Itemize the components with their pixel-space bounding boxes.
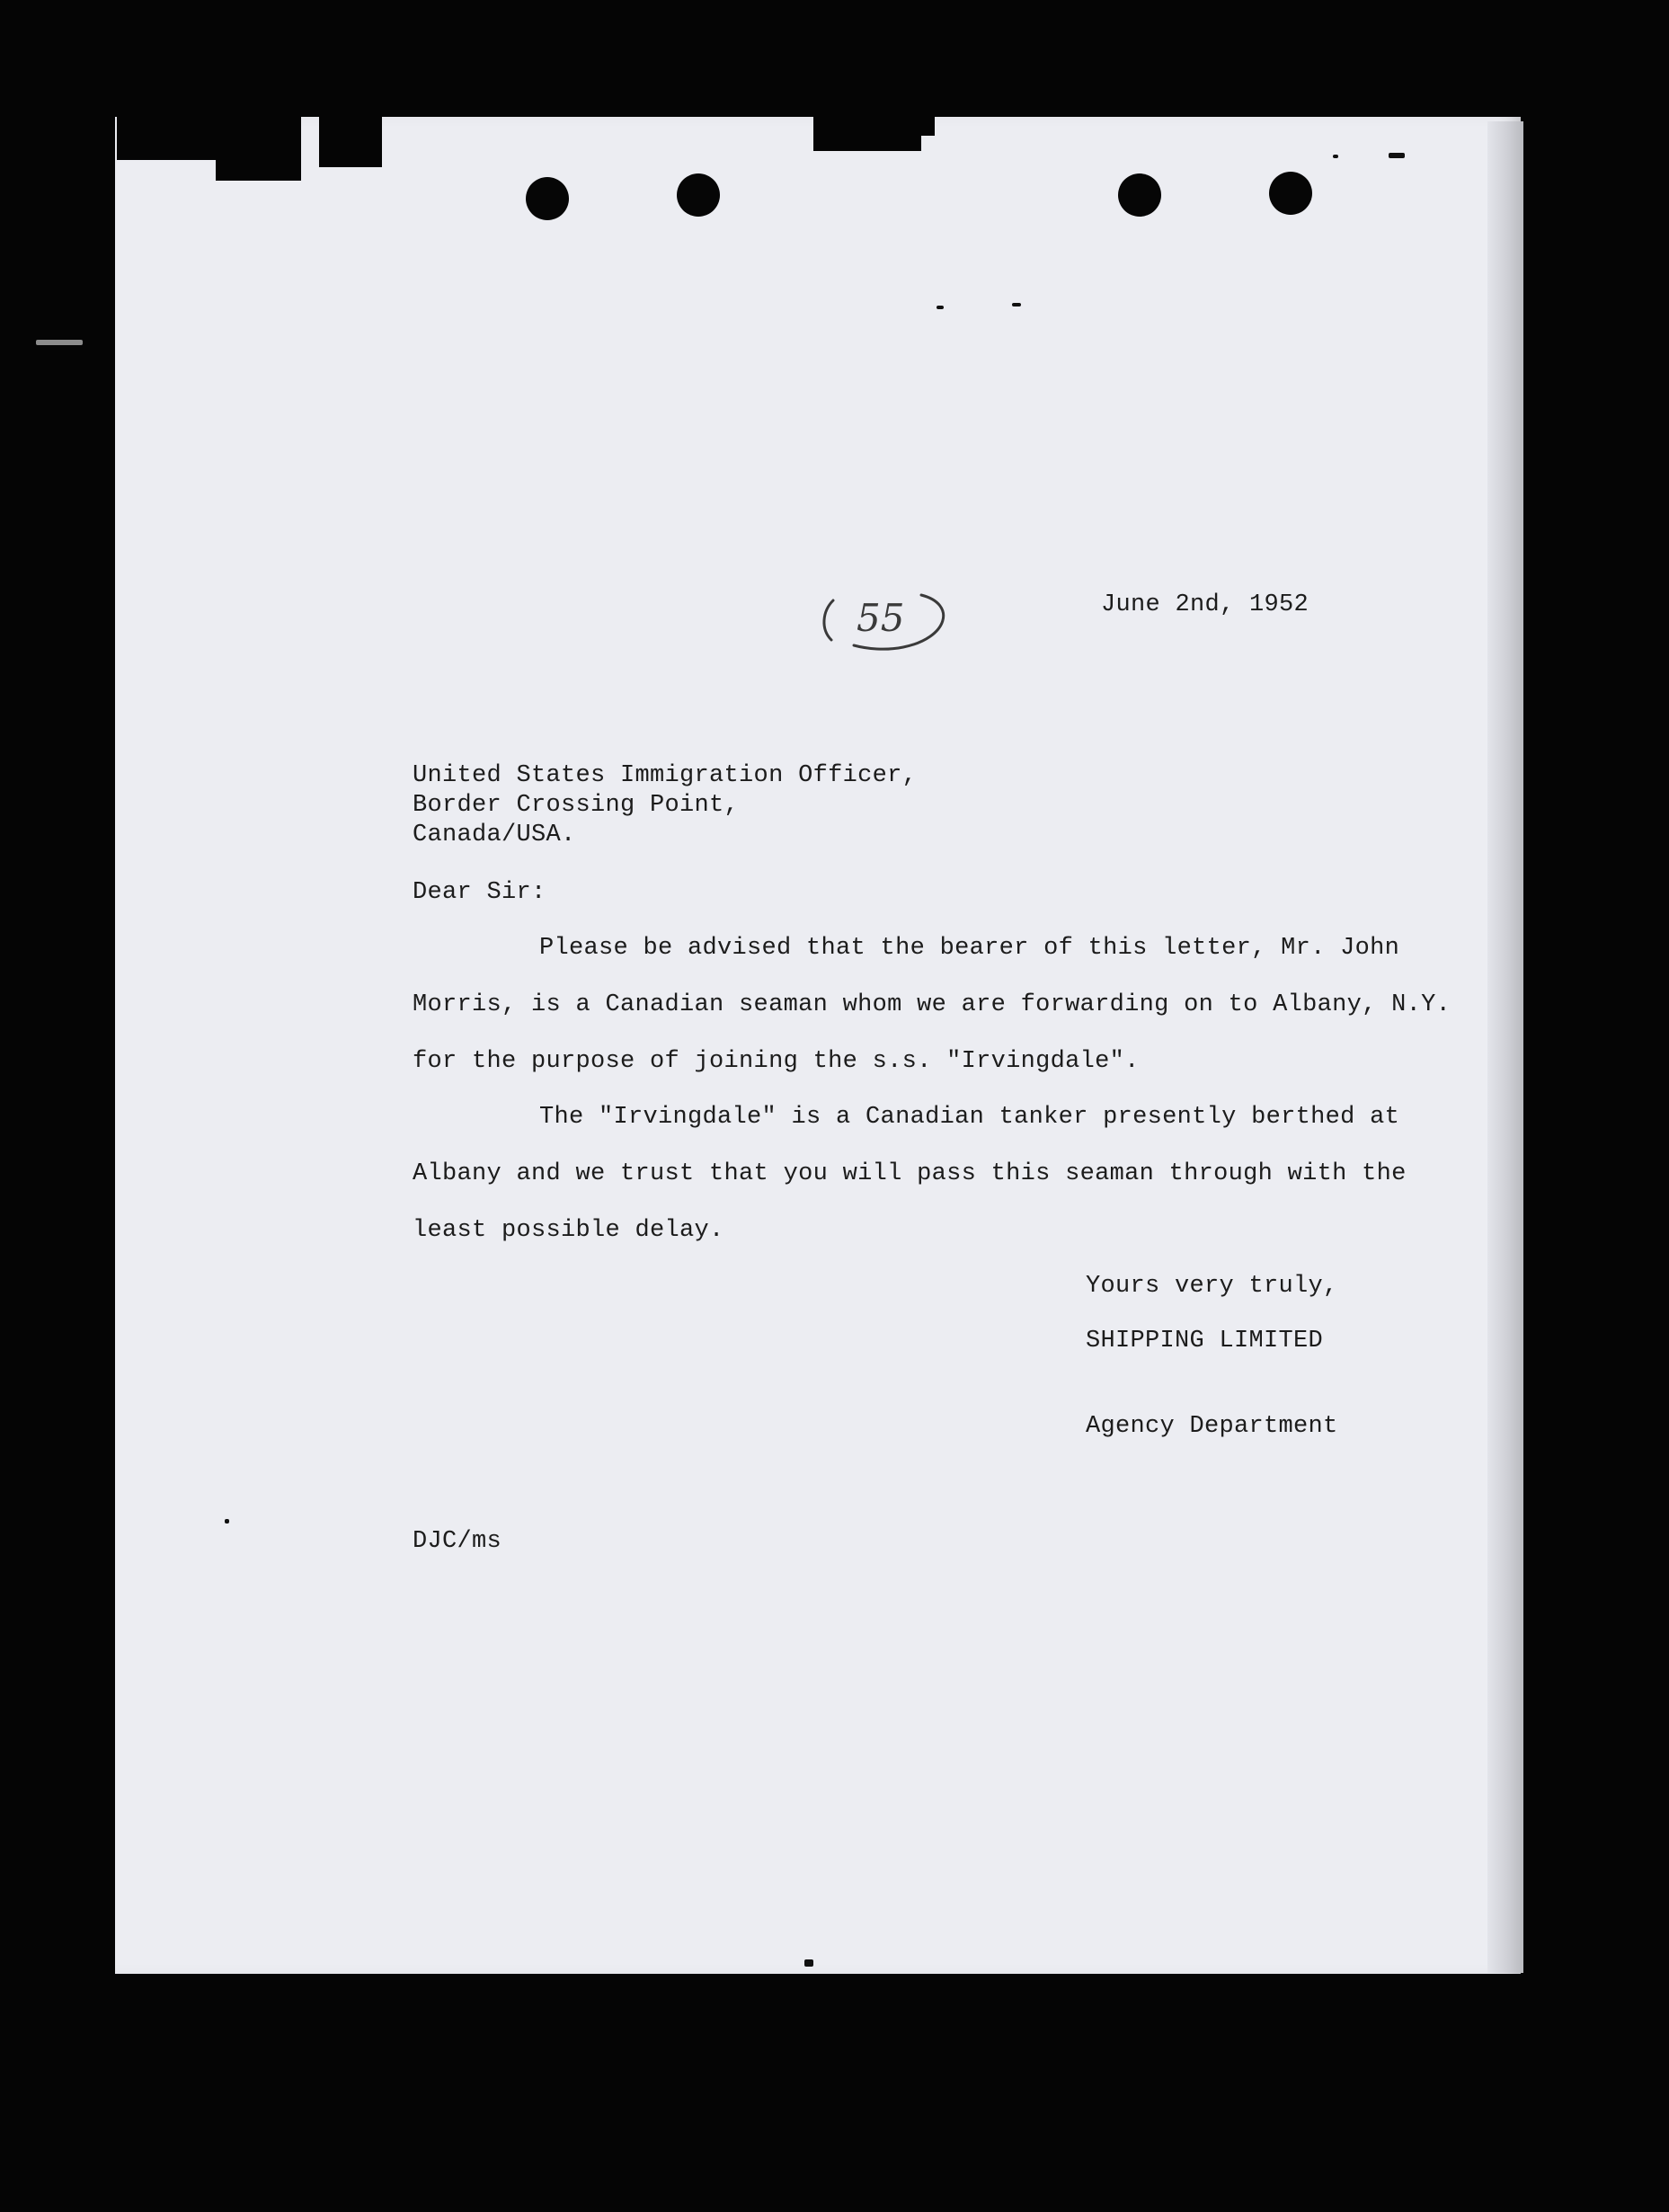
torn-edge: [117, 113, 216, 160]
recipient-line-3: Canada/USA.: [413, 822, 576, 848]
letter-date: June 2nd, 1952: [1101, 591, 1309, 618]
torn-edge: [813, 113, 921, 151]
punch-hole: [1269, 172, 1312, 215]
paper-edge-shadow: [1487, 121, 1523, 1973]
folio-number-text: 55: [857, 596, 905, 640]
body-line: Morris, is a Canadian seaman whom we are forwarding on to Albany, N.Y.: [413, 991, 1451, 1018]
body-line: Albany and we trust that you will pass this seaman through with the: [413, 1160, 1407, 1187]
closing: Yours very truly,: [1086, 1273, 1338, 1300]
speck: [937, 306, 944, 309]
torn-edge: [917, 113, 935, 136]
body-line: The "Irvingdale" is a Canadian tanker presently berthed at: [539, 1104, 1400, 1131]
department: Agency Department: [1086, 1413, 1338, 1440]
speck: [225, 1519, 229, 1524]
punch-hole: [526, 177, 569, 220]
torn-edge: [319, 113, 382, 167]
speck: [36, 340, 83, 345]
torn-edge: [216, 113, 301, 181]
folio-circle: [813, 584, 975, 656]
punch-hole: [677, 173, 720, 217]
reference-initials: DJC/ms: [413, 1528, 502, 1555]
recipient-line-1: United States Immigration Officer,: [413, 762, 918, 789]
speck: [804, 1959, 813, 1967]
speck: [1333, 155, 1338, 158]
speck: [1012, 303, 1021, 306]
salutation: Dear Sir:: [413, 879, 546, 906]
speck: [1389, 153, 1405, 158]
folio-number: [813, 584, 975, 656]
recipient-line-2: Border Crossing Point,: [413, 792, 740, 819]
letter-page: [115, 117, 1521, 1974]
body-line: for the purpose of joining the s.s. "Irvingdale".: [413, 1048, 1140, 1075]
body-line: Please be advised that the bearer of this letter, Mr. John: [539, 935, 1400, 962]
company-name: SHIPPING LIMITED: [1086, 1328, 1324, 1355]
punch-hole: [1118, 173, 1161, 217]
body-line: least possible delay.: [413, 1217, 724, 1244]
